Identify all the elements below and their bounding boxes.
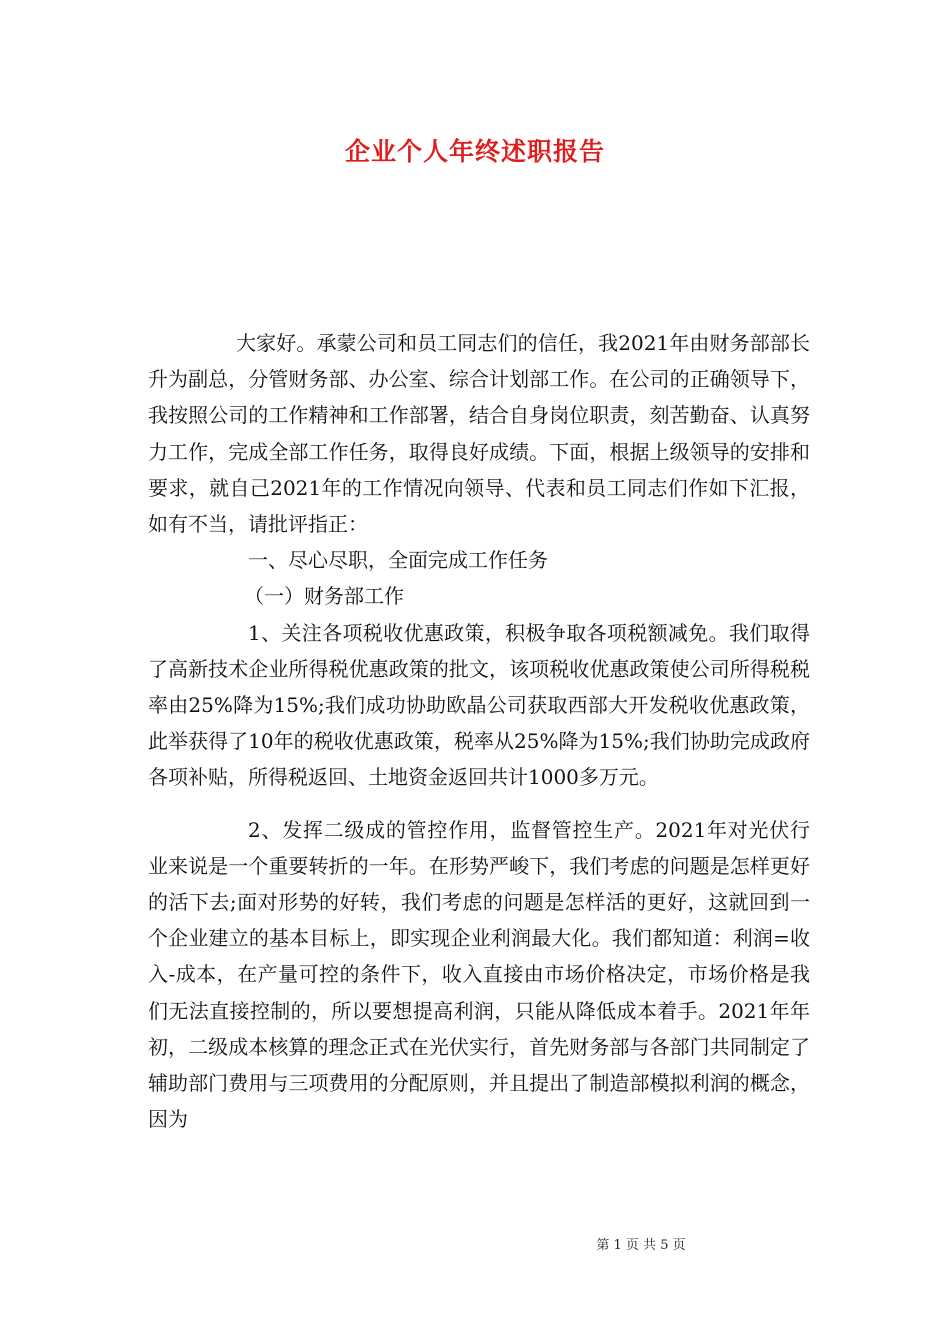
document-body <box>148 325 810 1137</box>
page-number: 第 1 页 共 5 页 <box>596 1238 686 1253</box>
paragraph-intro: 大家好。承蒙公司和员工同志们的信任，我2021年由财务部部长升为副总，分管财务部、办公室、综合计划部工作。在公司的正确领导下，我按照公司的工作精神和工作部署，结合自身岗位职责，刻苦勤奋、认真努力工作，完成全部工作任务，取得良好成绩。下面，根据上级领导的安排和要求，就自己2021年的工作情况向领导、代表和员工同志们作如下汇报，如有不当，请批评指正： <box>148 331 810 537</box>
subsection-heading-1: （一）财务部工作 <box>244 584 404 609</box>
document-title: 企业个人年终述职报告 <box>344 137 605 166</box>
paragraph-item-2: 2、发挥二级成的管控作用，监督管控生产。2021年对光伏行业来说是一个重要转折的一年。在形势严峻下，我们考虑的问题是怎样更好的活下去;面对形势的好转，我们考虑的问题是怎样活的更好，这就回到一个企业建立的基本目标上，即实现企业利润最大化。我们都知道：利润=收入-成本，在产量可控的条件下，收入直接由市场价格决定，市场价格是我们无法直接控制的，所以要想提高利润，只能从降低成本着手。2021年年初，二级成本核算的理念正式在光伏实行，首先财务部与各部门共同制定了辅助部门费用与三项费用的分配原则，并且提出了制造部模拟利润的概念，因为 <box>148 817 810 1132</box>
paragraph-item-1: 1、关注各项税收优惠政策，积极争取各项税额减免。我们取得了高新技术企业所得税优惠政策的批文，该项税收优惠政策使公司所得税税率由25%降为15%;我们成功协助欧晶公司获取西部大开发税收优惠政策，此举获得了10年的税收优惠政策，税率从25%降为15%;我们协助完成政府各项补贴，所得税返回、土地资金返回共计1000多万元。 <box>148 620 810 790</box>
section-heading-1: 一、尽心尽职，全面完成工作任务 <box>248 548 548 573</box>
